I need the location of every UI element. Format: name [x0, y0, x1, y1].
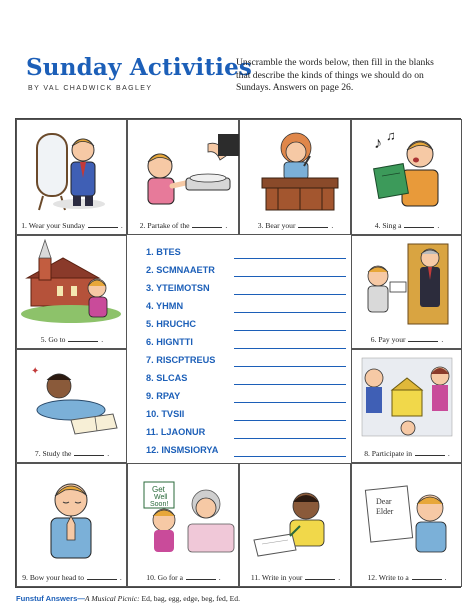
panel-7: [16, 349, 127, 463]
scrambled-word: 6. HIGNTTI: [146, 337, 193, 352]
scrambled-word-list: [126, 235, 348, 461]
panel-7-caption: 7. Study the .: [34, 449, 110, 458]
answer-line: [234, 330, 346, 331]
panel-8-caption: 8. Participate in .: [364, 449, 450, 458]
panel-12-caption: 12. Write to a .: [367, 573, 447, 582]
answer-blank: [415, 455, 445, 456]
answer-blank: [305, 579, 335, 580]
panel-5-caption: 5. Go to .: [40, 335, 104, 344]
answer-blank: [404, 227, 434, 228]
panel-6-caption: 6. Pay your .: [370, 335, 444, 344]
card-text-2: Well: [154, 494, 168, 501]
boy-with-mirror-icon: [17, 120, 128, 216]
author-byline: BY VAL CHADWICK BAGLEY: [28, 85, 153, 92]
answer-blank: [186, 579, 216, 580]
scrambled-word: 8. SLCAS: [146, 373, 187, 388]
boy-singing-hymnbook-icon: [352, 120, 463, 216]
answer-line: [234, 258, 346, 259]
page-title: Sunday Activities: [26, 54, 253, 81]
panel-4: [351, 119, 462, 235]
svg-text:♫: ♫: [386, 128, 396, 143]
boy-praying-icon: [17, 464, 128, 568]
panel-11: [239, 463, 351, 587]
panel-10: [127, 463, 239, 587]
panel-2-caption: 2. Partake of the .: [139, 221, 228, 230]
answer-line: [234, 384, 346, 385]
answer-blank: [408, 341, 438, 342]
answer-line: [234, 294, 346, 295]
panel-1-caption: 1. Wear your Sunday .: [21, 221, 123, 230]
panel-9: [16, 463, 127, 587]
family-home-evening-icon: [352, 350, 463, 444]
paying-tithing-icon: [352, 236, 463, 330]
panel-10-caption: 10. Go for a .: [146, 573, 221, 582]
letter-text-1: Dear: [376, 497, 392, 506]
scrambled-word: 7. RISCPTREUS: [146, 355, 215, 370]
scrambled-word: 12. INSMSIORYA: [146, 445, 218, 460]
footer-answers: [16, 594, 240, 603]
panel-12: [351, 463, 462, 587]
card-text-3: Soon!: [150, 501, 169, 508]
svg-text:✦: ✦: [31, 366, 40, 377]
answer-line: [234, 366, 346, 367]
answer-blank: [68, 341, 98, 342]
scrambled-word: 2. SCMNAAETR: [146, 265, 215, 280]
answer-line: [234, 420, 346, 421]
answer-blank: [298, 227, 328, 228]
answer-line: [234, 348, 346, 349]
scrambled-word: 1. BTES: [146, 247, 181, 262]
answer-line: [234, 438, 346, 439]
answer-blank: [87, 579, 117, 580]
footer-label: Funstuf Answers—: [16, 594, 85, 603]
church-building-icon: [17, 236, 128, 330]
panel-6: [351, 235, 462, 349]
panel-4-caption: 4. Sing a .: [374, 221, 440, 230]
scrambled-word: 9. RPAY: [146, 391, 180, 406]
panel-2: [127, 119, 239, 235]
girl-at-pulpit-icon: [240, 120, 352, 216]
sacrament-tray-icon: [128, 120, 240, 216]
panel-5: [16, 235, 127, 349]
panel-3-caption: 3. Bear your .: [257, 221, 334, 230]
letter-to-elder-icon: [352, 464, 463, 568]
panel-9-caption: 9. Bow your head to .: [22, 573, 122, 582]
instructions-text: Unscramble the words below, then fill in the blanks that describe the kinds of things we should do on Sundays. Answers on page 26.: [236, 57, 434, 94]
answer-line: [234, 276, 346, 277]
boy-writing-journal-icon: [240, 464, 352, 568]
scrambled-word: 3. YTEIMOTSN: [146, 283, 210, 298]
panel-8: [351, 349, 462, 463]
footer-source: A Musical Picnic:: [84, 594, 140, 603]
card-text-1: Get: [152, 485, 165, 494]
answer-blank: [192, 227, 222, 228]
answer-blank: [412, 579, 442, 580]
scrambled-word: 4. YHMN: [146, 301, 183, 316]
panel-1-text: 1. Wear your Sunday: [21, 221, 86, 230]
scrambled-word: 10. TVSII: [146, 409, 184, 424]
svg-text:♪: ♪: [374, 135, 382, 152]
panel-3: [239, 119, 351, 235]
panel-11-caption: 11. Write in your .: [250, 573, 341, 582]
panel-1: [16, 119, 127, 235]
letter-text-2: Elder: [376, 507, 394, 516]
child-reading-scriptures-icon: [17, 350, 128, 444]
answer-line: [234, 456, 346, 457]
answer-blank: [88, 227, 118, 228]
footer-text: Ed, bag, egg, edge, beg, fed, Ed.: [139, 594, 240, 603]
answer-blank: [74, 455, 104, 456]
answer-line: [234, 312, 346, 313]
scrambled-word: 11. LJAONUR: [146, 427, 205, 442]
answer-line: [234, 402, 346, 403]
visiting-grandmother-icon: [128, 464, 240, 568]
scrambled-word: 5. HRUCHC: [146, 319, 196, 334]
